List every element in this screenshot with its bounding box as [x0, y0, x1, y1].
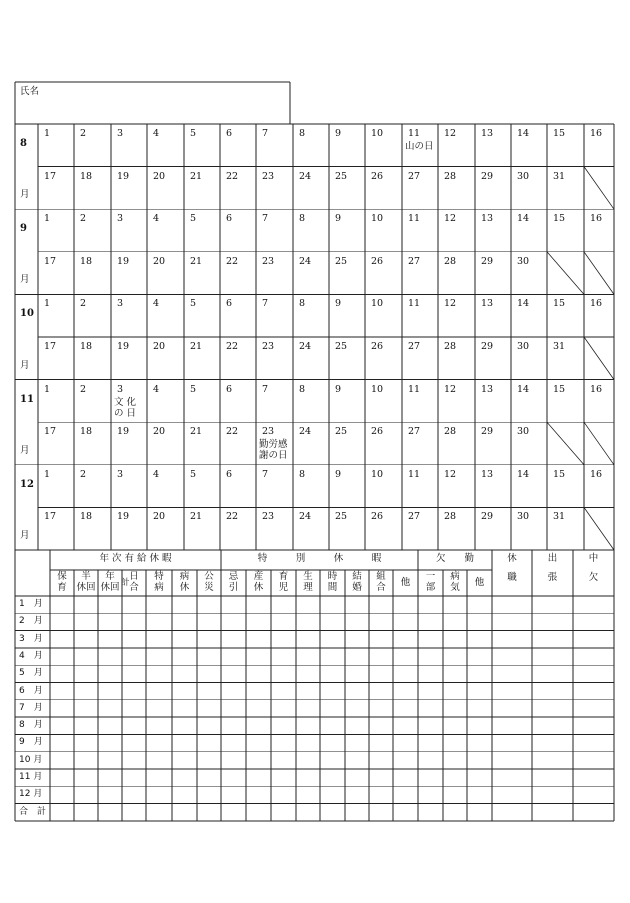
calendar-day: 7: [262, 128, 269, 139]
summary-group-header: 欠 勤: [435, 553, 474, 564]
calendar-day: 19: [117, 255, 130, 267]
summary-row-label: 8 月: [19, 720, 43, 731]
calendar-day: 31: [553, 511, 566, 523]
calendar-day: 14: [517, 383, 530, 395]
holiday-name: 謝の日: [259, 450, 288, 462]
calendar-day: 18: [80, 341, 93, 352]
calendar-day: 20: [153, 341, 166, 352]
calendar-day: 26: [371, 511, 384, 523]
holiday-name: 勤労感: [259, 439, 288, 451]
summary-row-label: 11 月: [19, 772, 43, 782]
calendar-day: 15: [553, 383, 566, 395]
month-number: 10: [20, 308, 34, 320]
summary-subheader: 災: [204, 582, 214, 593]
calendar-day: 20: [153, 426, 166, 438]
calendar-day: 12: [444, 128, 457, 139]
calendar-day: 17: [44, 426, 57, 438]
calendar-day: 16: [590, 383, 603, 395]
name-label: 氏名: [20, 86, 40, 97]
summary-subheader: 結: [352, 571, 362, 582]
summary-row-label: 12 月: [19, 789, 43, 800]
calendar-day: 28: [444, 511, 457, 523]
calendar-day: 28: [444, 341, 457, 352]
summary-subheader: 張: [547, 572, 558, 583]
unused-day-slash: [547, 422, 584, 465]
unused-day-slash: [584, 167, 614, 210]
calendar-day: 19: [117, 426, 130, 438]
summary-row-label: 9 月: [19, 737, 43, 748]
calendar-day: 3: [117, 298, 124, 310]
calendar-day: 1: [44, 128, 51, 139]
calendar-day: 5: [190, 213, 197, 225]
calendar-day: 20: [153, 255, 166, 267]
summary-subheader: 年: [105, 571, 115, 582]
calendar-day: 30: [517, 170, 530, 182]
calendar-day: 15: [553, 213, 566, 225]
unused-day-slash: [547, 252, 584, 295]
calendar-day: 8: [299, 298, 306, 310]
calendar-day: 10: [371, 298, 384, 310]
calendar-day: 6: [226, 383, 233, 395]
calendar-day: 31: [553, 170, 566, 182]
calendar-day: 23: [262, 341, 275, 352]
calendar-day: 22: [226, 426, 239, 438]
calendar-day: 10: [371, 128, 384, 139]
summary-subheader: 児: [278, 582, 289, 593]
summary-group-header: 休: [507, 553, 517, 564]
summary-subheader: 合: [376, 582, 386, 593]
calendar-day: 24: [299, 511, 312, 523]
summary-subheader: 職: [507, 572, 517, 583]
summary-group-header: 出: [547, 553, 558, 564]
calendar-day: 18: [80, 170, 93, 182]
summary-subheader: 欠: [588, 572, 599, 583]
calendar-day: 21: [190, 170, 203, 182]
summary-subheader: 特: [154, 571, 164, 582]
calendar-day: 17: [44, 255, 57, 267]
calendar-day: 27: [408, 341, 421, 352]
calendar-day: 25: [335, 255, 348, 267]
calendar-day: 11: [408, 298, 421, 310]
calendar-day: 29: [481, 255, 494, 267]
summary-row-label: 2 月: [19, 616, 43, 627]
calendar-day: 16: [590, 128, 603, 139]
calendar-day: 23: [262, 170, 275, 182]
calendar-day: 1: [44, 213, 51, 225]
summary-subheader: 病: [154, 582, 164, 593]
summary-subheader: 生: [303, 571, 313, 582]
calendar-day: 12: [444, 383, 457, 395]
calendar-day: 4: [153, 298, 160, 310]
calendar-day: 4: [153, 128, 160, 139]
summary-row-label: 10 月: [19, 754, 43, 765]
calendar-day: 9: [335, 298, 342, 310]
calendar-day: 29: [481, 426, 494, 438]
calendar-day: 10: [371, 468, 384, 480]
calendar-day: 22: [226, 255, 239, 267]
calendar-day: 8: [299, 383, 306, 395]
summary-subheader: 育: [278, 571, 289, 582]
calendar-day: 21: [190, 511, 203, 523]
calendar-day: 5: [190, 298, 197, 310]
calendar-day: 24: [299, 255, 312, 267]
summary-subheader: 休回: [100, 582, 120, 593]
calendar-day: 3: [117, 213, 124, 225]
calendar-day: 9: [335, 383, 342, 395]
calendar-day: 13: [481, 298, 494, 310]
calendar-day: 14: [517, 468, 530, 480]
calendar-day: 26: [371, 341, 384, 352]
month-unit-label: 月: [20, 189, 30, 201]
calendar-day: 7: [262, 383, 269, 395]
calendar-day: 17: [44, 511, 57, 523]
summary-subheader: 理: [303, 582, 313, 593]
calendar-day: 25: [335, 341, 348, 352]
calendar-day: 22: [226, 341, 239, 352]
calendar-day: 15: [553, 468, 566, 480]
calendar-day: 28: [444, 170, 457, 182]
calendar-day: 1: [44, 298, 51, 310]
calendar-day: 8: [299, 213, 306, 225]
summary-subheader-side: 計: [121, 578, 130, 588]
calendar-day: 27: [408, 170, 421, 182]
calendar-day: 28: [444, 426, 457, 438]
calendar-day: 2: [80, 383, 87, 395]
calendar-day: 5: [190, 468, 197, 480]
summary-subheader: 休: [253, 582, 264, 593]
summary-subheader: 間: [327, 582, 338, 593]
summary-subheader: 気: [450, 582, 460, 593]
month-unit-label: 月: [20, 274, 30, 286]
summary-subheader: 休回: [76, 582, 96, 593]
holiday-name: 文 化: [114, 396, 137, 408]
calendar-day: 11: [408, 468, 421, 480]
calendar-day: 2: [80, 468, 87, 480]
calendar-day: 5: [190, 128, 197, 139]
summary-subheader: 部: [425, 582, 436, 593]
name-field[interactable]: [52, 82, 288, 122]
summary-row-label: 3 月: [19, 633, 43, 644]
calendar-day: 16: [590, 298, 603, 310]
calendar-day: 6: [226, 468, 233, 480]
calendar-day: 8: [299, 468, 306, 480]
calendar-day: 29: [481, 341, 494, 352]
summary-subheader: 組: [376, 571, 386, 582]
calendar-day: 21: [190, 341, 203, 352]
summary-subheader: 病: [450, 571, 460, 582]
summary-subheader: 公: [204, 571, 214, 582]
summary-row-label: 1 月: [19, 599, 43, 609]
calendar-day: 8: [299, 128, 306, 139]
calendar-day: 11: [408, 213, 421, 225]
month-number: 9: [20, 223, 27, 235]
calendar-day: 7: [262, 213, 269, 225]
calendar-day: 30: [517, 426, 530, 438]
calendar-day: 2: [80, 298, 87, 310]
calendar-day: 27: [408, 511, 421, 523]
calendar-day: 10: [371, 383, 384, 395]
calendar-day: 20: [153, 170, 166, 182]
summary-subheader: 他: [474, 577, 485, 588]
summary-group-header: 特 別 休 暇: [257, 553, 382, 564]
summary-group-header: 中: [588, 553, 599, 564]
calendar-day: 21: [190, 255, 203, 267]
month-unit-label: 月: [20, 444, 30, 456]
calendar-day: 24: [299, 170, 312, 182]
calendar-day: 1: [44, 468, 51, 480]
unused-day-slash: [584, 252, 614, 295]
summary-subheader: 合: [129, 582, 139, 593]
calendar-day: 17: [44, 170, 57, 182]
month-number: 12: [20, 478, 34, 490]
calendar-day: 25: [335, 426, 348, 438]
calendar-day: 24: [299, 341, 312, 352]
calendar-day: 2: [80, 128, 87, 139]
summary-row-label: 6 月: [19, 685, 43, 696]
calendar-day: 3: [117, 468, 124, 480]
calendar-day: 13: [481, 128, 494, 139]
summary-row-label: 7 月: [19, 702, 43, 713]
month-number: 8: [20, 138, 27, 149]
calendar-day: 1: [44, 383, 51, 395]
month-unit-label: 月: [20, 359, 30, 371]
calendar-day: 31: [553, 341, 566, 352]
calendar-day: 3: [117, 128, 124, 139]
calendar-day: 29: [481, 511, 494, 523]
calendar-day: 12: [444, 468, 457, 480]
summary-row-label: 4 月: [19, 650, 43, 661]
summary-subheader: 病: [179, 571, 190, 582]
calendar-day: 23: [262, 426, 275, 438]
calendar-day: 9: [335, 213, 342, 225]
summary-subheader: 保: [57, 571, 67, 582]
calendar-day: 7: [262, 298, 269, 310]
calendar-day: 14: [517, 213, 530, 225]
calendar-day: 12: [444, 298, 457, 310]
calendar-day: 22: [226, 170, 239, 182]
calendar-day: 4: [153, 213, 160, 225]
month-number: 11: [20, 393, 34, 405]
calendar-day: 26: [371, 170, 384, 182]
calendar-day: 19: [117, 341, 130, 352]
calendar-day: 15: [553, 128, 566, 139]
calendar-day: 5: [190, 383, 197, 395]
calendar-day: 9: [335, 468, 342, 480]
summary-group-header: 年 次 有 給 休 暇: [99, 553, 172, 564]
summary-row-label: 合 計: [19, 806, 47, 817]
calendar-day: 12: [444, 213, 457, 225]
calendar-day: 23: [262, 511, 275, 523]
calendar-day: 23: [262, 255, 275, 267]
calendar-day: 9: [335, 128, 342, 139]
summary-row-label: 5 月: [19, 668, 43, 679]
calendar-day: 25: [335, 170, 348, 182]
calendar-day: 19: [117, 170, 130, 182]
calendar-day: 21: [190, 426, 203, 438]
calendar-day: 28: [444, 255, 457, 267]
calendar-day: 3: [117, 383, 124, 395]
calendar-day: 13: [481, 468, 494, 480]
calendar-day: 7: [262, 468, 269, 480]
calendar-day: 4: [153, 468, 160, 480]
calendar-day: 22: [226, 511, 239, 523]
calendar-day: 16: [590, 468, 603, 480]
summary-subheader: 引: [228, 582, 239, 593]
calendar-day: 6: [226, 298, 233, 310]
calendar-day: 20: [153, 511, 166, 523]
holiday-name: の 日: [114, 407, 137, 419]
calendar-day: 26: [371, 426, 384, 438]
calendar-day: 29: [481, 170, 494, 182]
summary-subheader: 婚: [352, 582, 362, 593]
calendar-day: 18: [80, 511, 93, 523]
calendar-day: 18: [80, 426, 93, 438]
calendar-day: 26: [371, 255, 384, 267]
summary-subheader: 一: [425, 571, 436, 582]
calendar-day: 10: [371, 213, 384, 225]
summary-subheader: 時: [327, 571, 338, 582]
calendar-day: 14: [517, 298, 530, 310]
calendar-day: 13: [481, 383, 494, 395]
calendar-day: 11: [408, 383, 421, 395]
calendar-day: 27: [408, 426, 421, 438]
calendar-day: 27: [408, 255, 421, 267]
calendar-day: 13: [481, 213, 494, 225]
summary-subheader: 半: [81, 571, 91, 582]
calendar-day: 6: [226, 128, 233, 139]
calendar-day: 19: [117, 511, 130, 523]
unused-day-slash: [584, 337, 614, 380]
calendar-day: 30: [517, 341, 530, 352]
summary-subheader: 忌: [228, 571, 239, 582]
summary-subheader: 育: [57, 582, 67, 593]
unused-day-slash: [584, 507, 614, 550]
calendar-day: 6: [226, 213, 233, 225]
summary-subheader: 休: [179, 582, 190, 593]
calendar-day: 18: [80, 255, 93, 267]
calendar-day: 30: [517, 511, 530, 523]
calendar-day: 24: [299, 426, 312, 438]
calendar-day: 2: [80, 213, 87, 225]
calendar-day: 25: [335, 511, 348, 523]
calendar-day: 14: [517, 128, 530, 139]
calendar-day: 15: [553, 298, 566, 310]
calendar-day: 17: [44, 341, 57, 352]
month-unit-label: 月: [20, 530, 30, 541]
summary-subheader: 他: [400, 577, 411, 588]
calendar-day: 11: [408, 128, 421, 139]
holiday-name: 山の日: [405, 141, 434, 152]
summary-subheader: 産: [253, 571, 264, 582]
calendar-day: 30: [517, 255, 530, 267]
summary-subheader: 日: [129, 571, 139, 582]
calendar-day: 16: [590, 213, 603, 225]
unused-day-slash: [584, 422, 614, 465]
calendar-day: 4: [153, 383, 160, 395]
